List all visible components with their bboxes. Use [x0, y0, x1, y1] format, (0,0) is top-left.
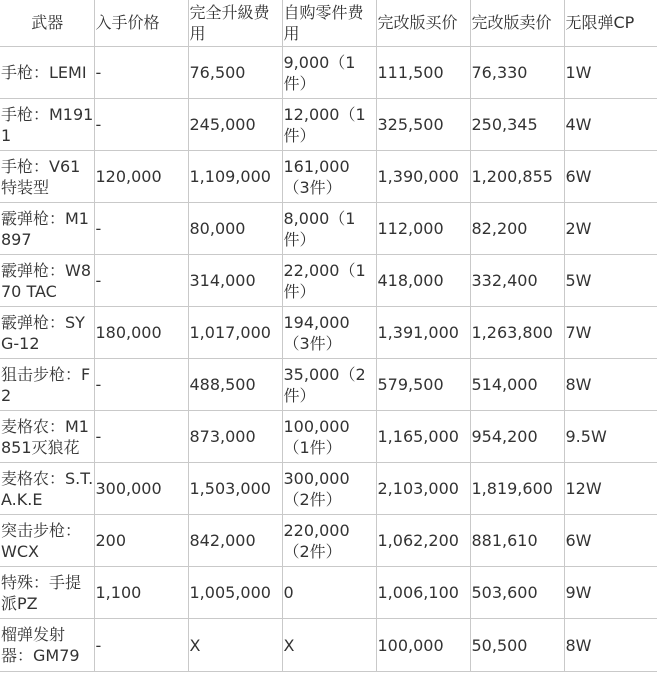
- table-row: [0, 47, 657, 99]
- cell-parts-cost: 161,000（3件）: [282, 151, 376, 203]
- cell-full-sell-price: 76,330: [470, 47, 564, 99]
- cell-full-buy-price: 112,000: [376, 203, 470, 255]
- cell-weapon: 狙击步枪：F2: [0, 359, 94, 411]
- cell-weapon: 霰弹枪：SYG-12: [0, 307, 94, 359]
- cell-acquire-price: 180,000: [94, 307, 188, 359]
- cell-full-buy-price: 2,103,000: [376, 463, 470, 515]
- cell-full-sell-price: 250,345: [470, 99, 564, 151]
- cell-weapon: 手枪：V61特装型: [0, 151, 94, 203]
- cell-acquire-price: 300,000: [94, 463, 188, 515]
- cell-full-sell-price: 1,263,800: [470, 307, 564, 359]
- cell-acquire-price: -: [94, 99, 188, 151]
- table-row: [0, 99, 657, 151]
- cell-parts-cost: 22,000（1件）: [282, 255, 376, 307]
- table-row: [0, 255, 657, 307]
- cell-weapon: 麦格农：S.T.A.K.E: [0, 463, 94, 515]
- cell-full-sell-price: 514,000: [470, 359, 564, 411]
- cell-parts-cost: 0: [282, 567, 376, 619]
- cell-full-sell-price: 82,200: [470, 203, 564, 255]
- cell-full-buy-price: 1,062,200: [376, 515, 470, 567]
- cell-parts-cost: 8,000（1件）: [282, 203, 376, 255]
- header-acquire-price: 入手价格: [94, 0, 188, 47]
- header-infinite-ammo-cp: 无限弹CP: [564, 0, 657, 47]
- table-row: [0, 515, 657, 567]
- header-full-upgrade-cost: 完全升級费用: [188, 0, 282, 47]
- cell-full-upgrade-cost: 1,017,000: [188, 307, 282, 359]
- cell-parts-cost: 100,000（1件）: [282, 411, 376, 463]
- cell-weapon: 突击步枪：WCX: [0, 515, 94, 567]
- cell-full-sell-price: 332,400: [470, 255, 564, 307]
- cell-full-upgrade-cost: 80,000: [188, 203, 282, 255]
- cell-full-buy-price: 111,500: [376, 47, 470, 99]
- cell-weapon: 霰弹枪：W870 TAC: [0, 255, 94, 307]
- cell-infinite-ammo-cp: 6W: [564, 151, 657, 203]
- cell-full-upgrade-cost: 245,000: [188, 99, 282, 151]
- cell-weapon: 手枪：LEMI: [0, 47, 94, 99]
- cell-acquire-price: -: [94, 619, 188, 672]
- header-weapon: 武器: [0, 0, 94, 47]
- cell-infinite-ammo-cp: 4W: [564, 99, 657, 151]
- table-row: [0, 203, 657, 255]
- cell-full-upgrade-cost: 1,503,000: [188, 463, 282, 515]
- cell-infinite-ammo-cp: 2W: [564, 203, 657, 255]
- cell-acquire-price: -: [94, 411, 188, 463]
- cell-full-sell-price: 1,819,600: [470, 463, 564, 515]
- cell-infinite-ammo-cp: 1W: [564, 47, 657, 99]
- cell-full-sell-price: 1,200,855: [470, 151, 564, 203]
- table-row: [0, 359, 657, 411]
- table-row: [0, 567, 657, 619]
- cell-infinite-ammo-cp: 8W: [564, 359, 657, 411]
- cell-infinite-ammo-cp: 6W: [564, 515, 657, 567]
- cell-weapon: 手枪：M1911: [0, 99, 94, 151]
- table-row: [0, 411, 657, 463]
- cell-weapon: 特殊：手提派PZ: [0, 567, 94, 619]
- cell-parts-cost: 35,000（2件）: [282, 359, 376, 411]
- cell-weapon: 榴弹发射器：GM79: [0, 619, 94, 672]
- cell-full-buy-price: 1,006,100: [376, 567, 470, 619]
- cell-acquire-price: -: [94, 255, 188, 307]
- cell-parts-cost: 220,000（2件）: [282, 515, 376, 567]
- cell-parts-cost: X: [282, 619, 376, 672]
- cell-full-buy-price: 325,500: [376, 99, 470, 151]
- cell-acquire-price: -: [94, 47, 188, 99]
- cell-full-upgrade-cost: 488,500: [188, 359, 282, 411]
- cell-infinite-ammo-cp: 5W: [564, 255, 657, 307]
- cell-full-sell-price: 50,500: [470, 619, 564, 672]
- table-row: [0, 151, 657, 203]
- cell-full-upgrade-cost: 76,500: [188, 47, 282, 99]
- cell-full-upgrade-cost: 842,000: [188, 515, 282, 567]
- cell-full-upgrade-cost: 1,109,000: [188, 151, 282, 203]
- cell-weapon: 麦格农：M1851灭狼花: [0, 411, 94, 463]
- cell-acquire-price: 120,000: [94, 151, 188, 203]
- cell-full-upgrade-cost: 873,000: [188, 411, 282, 463]
- cell-parts-cost: 300,000（2件）: [282, 463, 376, 515]
- cell-full-buy-price: 418,000: [376, 255, 470, 307]
- cell-full-upgrade-cost: 314,000: [188, 255, 282, 307]
- cell-parts-cost: 9,000（1件）: [282, 47, 376, 99]
- cell-acquire-price: -: [94, 203, 188, 255]
- table-header-row: [0, 0, 657, 47]
- cell-full-buy-price: 579,500: [376, 359, 470, 411]
- cell-full-upgrade-cost: 1,005,000: [188, 567, 282, 619]
- header-parts-cost: 自购零件费用: [282, 0, 376, 47]
- cell-infinite-ammo-cp: 8W: [564, 619, 657, 672]
- cell-infinite-ammo-cp: 7W: [564, 307, 657, 359]
- cell-full-buy-price: 1,390,000: [376, 151, 470, 203]
- cell-weapon: 霰弹枪：M1897: [0, 203, 94, 255]
- header-full-sell-price: 完改版卖价: [470, 0, 564, 47]
- table-row: [0, 463, 657, 515]
- table-row: [0, 307, 657, 359]
- cell-full-sell-price: 503,600: [470, 567, 564, 619]
- cell-parts-cost: 194,000（3件）: [282, 307, 376, 359]
- cell-acquire-price: -: [94, 359, 188, 411]
- cell-infinite-ammo-cp: 9.5W: [564, 411, 657, 463]
- cell-full-buy-price: 1,165,000: [376, 411, 470, 463]
- cell-full-sell-price: 954,200: [470, 411, 564, 463]
- cell-parts-cost: 12,000（1件）: [282, 99, 376, 151]
- cell-full-sell-price: 881,610: [470, 515, 564, 567]
- cell-acquire-price: 1,100: [94, 567, 188, 619]
- cell-full-buy-price: 1,391,000: [376, 307, 470, 359]
- cell-infinite-ammo-cp: 12W: [564, 463, 657, 515]
- cell-acquire-price: 200: [94, 515, 188, 567]
- cell-full-upgrade-cost: X: [188, 619, 282, 672]
- header-full-buy-price: 完改版买价: [376, 0, 470, 47]
- cell-infinite-ammo-cp: 9W: [564, 567, 657, 619]
- cell-full-buy-price: 100,000: [376, 619, 470, 672]
- table-row: [0, 619, 657, 672]
